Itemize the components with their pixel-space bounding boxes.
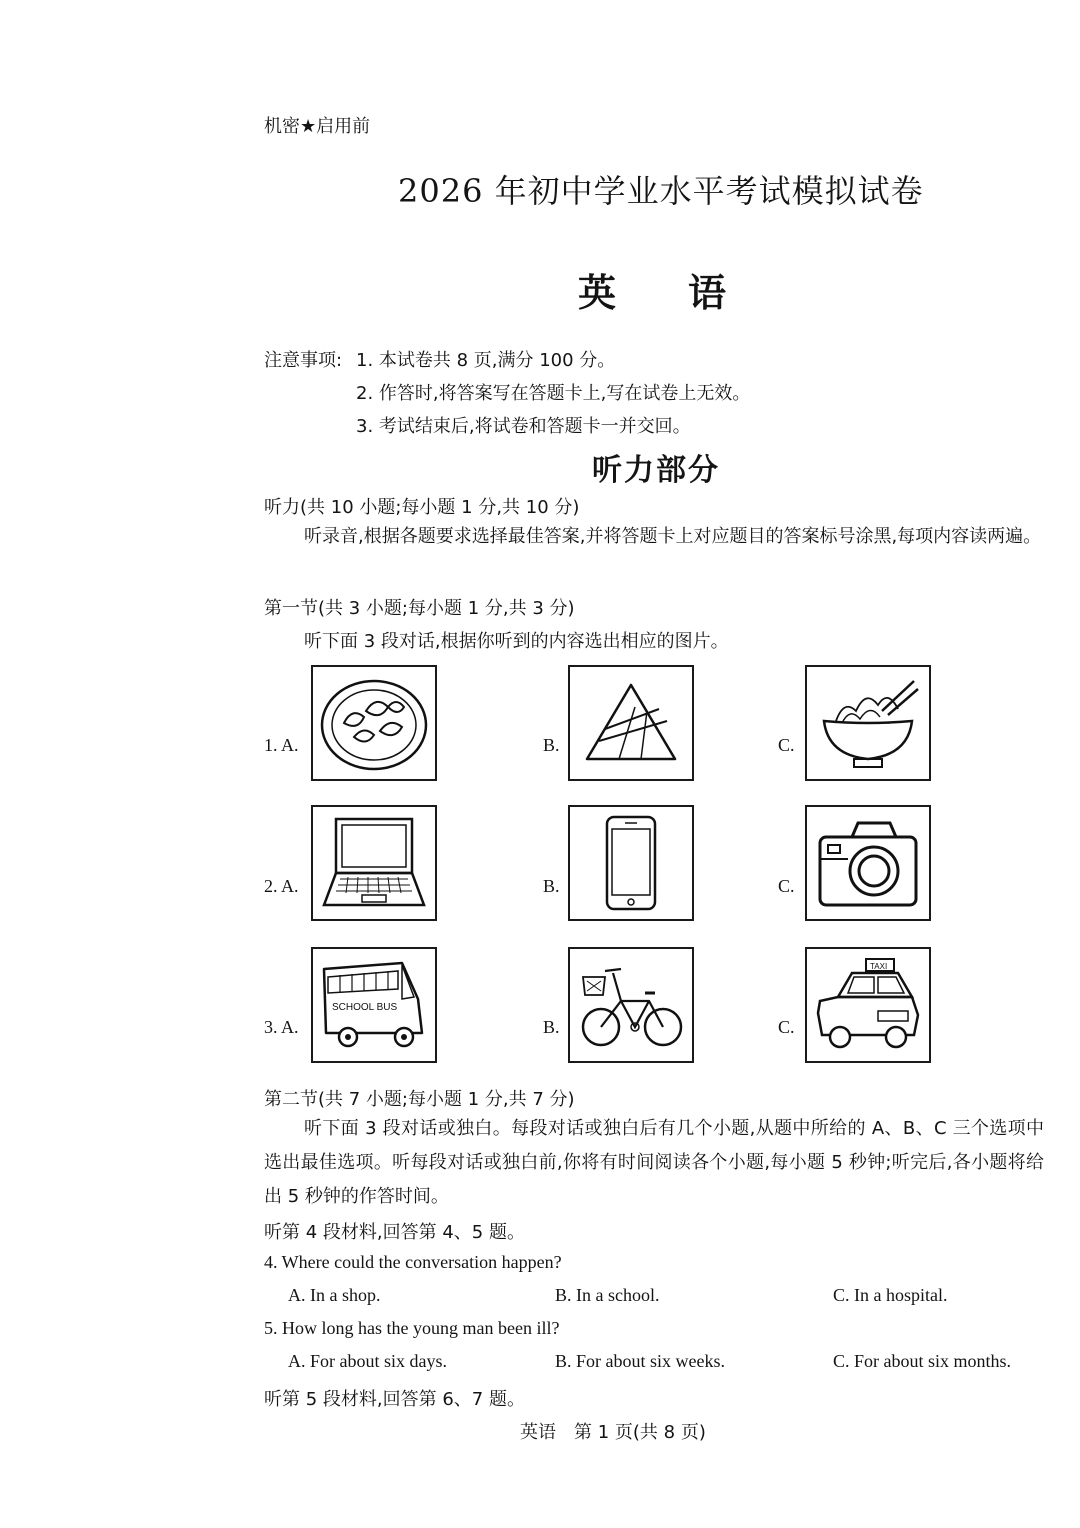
zongzi-icon	[575, 671, 687, 775]
q4-option-b[interactable]: B. In a school.	[555, 1285, 660, 1305]
q2-label: 2. A.	[264, 876, 299, 896]
part1-instruction: 听下面 3 段对话,根据你听到的内容选出相应的图片。	[304, 631, 729, 652]
taxi-text: TAXI	[870, 962, 888, 971]
q1-option-b-picture[interactable]	[568, 665, 694, 781]
exam-title: 2026 年初中学业水平考试模拟试卷	[398, 172, 924, 210]
page-footer: 英语 第 1 页(共 8 页)	[520, 1422, 706, 1443]
q2-label-b: B.	[543, 876, 560, 896]
part2-instruction: 听下面 3 段对话或独白。每段对话或独白后有几个小题,从题中所给的 A、B、C 三个选项中选出最佳选项。听每段对话或独白前,你将有时间阅读各个小题,每小题 5 秒钟;听完后,各小题将给出 5 秒钟的作答时间。	[264, 1118, 1044, 1207]
note-item-1: 1. 本试卷共 8 页,满分 100 分。	[356, 350, 616, 371]
q1-option-c-picture[interactable]	[805, 665, 931, 781]
notes-label: 注意事项:	[264, 350, 343, 371]
q3-option-a-picture[interactable]	[311, 947, 437, 1063]
question-4-text: 4. Where could the conversation happen?	[264, 1252, 562, 1272]
listening-section-title: 听力部分	[592, 453, 720, 488]
q3-label: 3. A.	[264, 1017, 299, 1037]
q1-label-c: C.	[778, 735, 795, 755]
part1-header: 第一节(共 3 小题;每小题 1 分,共 3 分)	[264, 598, 575, 619]
q2-option-a-picture[interactable]	[311, 805, 437, 921]
q1-label-b: B.	[543, 735, 560, 755]
bus-text: SCHOOL BUS	[332, 1002, 398, 1013]
listening-instruction: 听录音,根据各题要求选择最佳答案,并将答题卡上对应题目的答案标号涂黑,每项内容读两遍。	[304, 526, 1042, 547]
q3-label-b: B.	[543, 1017, 560, 1037]
material-5-label: 听第 5 段材料,回答第 6、7 题。	[264, 1389, 525, 1410]
q1-label: 1. A.	[264, 735, 299, 755]
bicycle-icon	[575, 953, 687, 1057]
q5-option-a[interactable]: A. For about six days.	[288, 1351, 447, 1371]
q1-option-a-picture[interactable]	[311, 665, 437, 781]
listening-header: 听力(共 10 小题;每小题 1 分,共 10 分)	[264, 497, 580, 518]
taxi-icon	[812, 953, 924, 1057]
question-5-text: 5. How long has the young man been ill?	[264, 1318, 560, 1338]
q2-label-c: C.	[778, 876, 795, 896]
q5-option-c[interactable]: C. For about six months.	[833, 1351, 1012, 1371]
camera-icon	[812, 811, 924, 915]
confidential-label: 机密★启用前	[264, 116, 371, 137]
q3-option-c-picture[interactable]	[805, 947, 931, 1063]
q3-option-b-picture[interactable]	[568, 947, 694, 1063]
phone-icon	[575, 811, 687, 915]
q2-option-b-picture[interactable]	[568, 805, 694, 921]
q4-option-c[interactable]: C. In a hospital.	[833, 1285, 948, 1305]
note-item-3: 3. 考试结束后,将试卷和答题卡一并交回。	[356, 416, 691, 437]
q5-option-b[interactable]: B. For about six weeks.	[555, 1351, 725, 1371]
note-item-2: 2. 作答时,将答案写在答题卡上,写在试卷上无效。	[356, 383, 751, 404]
q2-option-c-picture[interactable]	[805, 805, 931, 921]
q4-option-a[interactable]: A. In a shop.	[288, 1285, 381, 1305]
subject-title: 英语	[578, 271, 799, 315]
material-4-label: 听第 4 段材料,回答第 4、5 题。	[264, 1222, 525, 1243]
part2-header: 第二节(共 7 小题;每小题 1 分,共 7 分)	[264, 1089, 575, 1110]
q3-label-c: C.	[778, 1017, 795, 1037]
laptop-icon	[318, 811, 430, 915]
school-bus-icon	[318, 953, 430, 1057]
dumplings-icon	[318, 671, 430, 775]
noodles-icon	[812, 671, 924, 775]
